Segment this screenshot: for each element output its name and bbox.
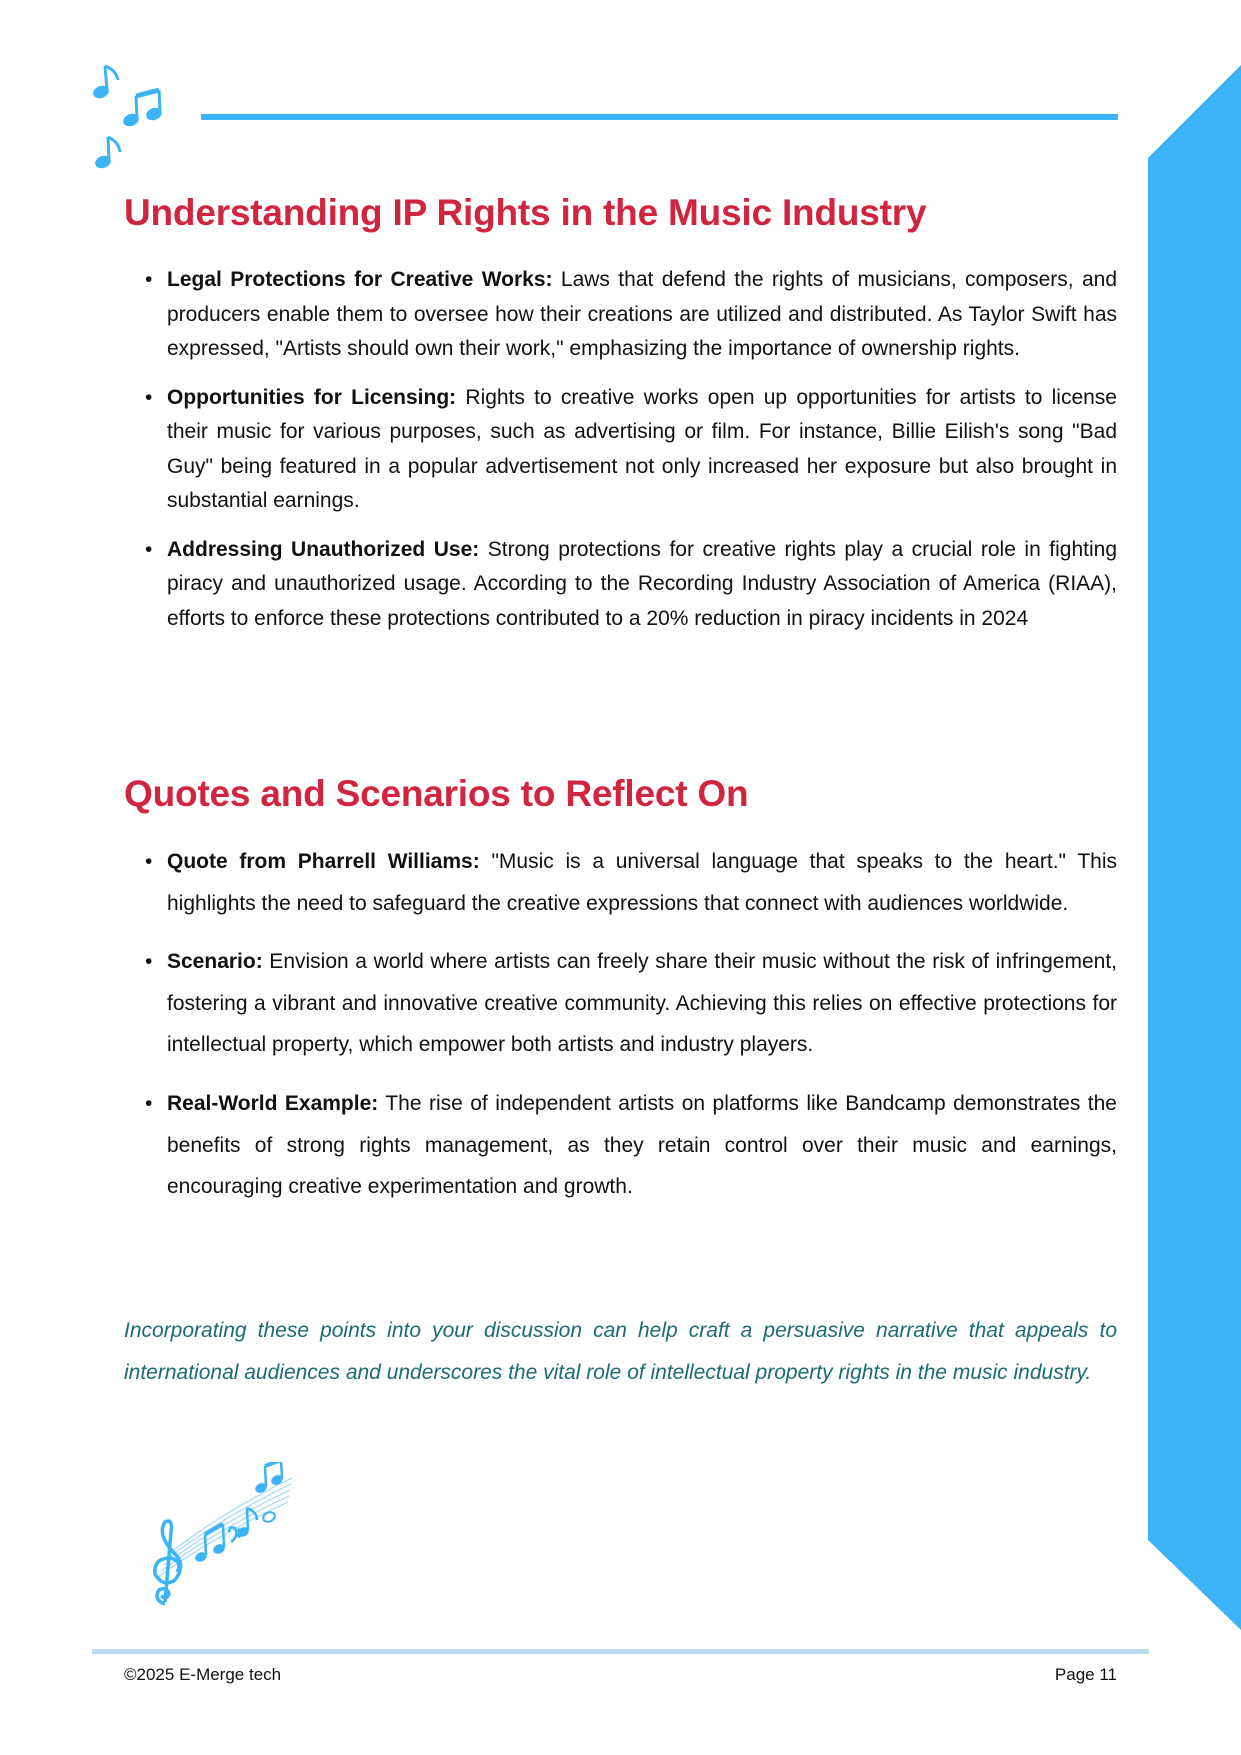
footer-copyright: ©2025 E-Merge tech xyxy=(124,1665,282,1684)
top-accent-rule xyxy=(201,114,1118,120)
item-lead: Legal Protections for Creative Works: xyxy=(167,268,553,291)
footer-rule xyxy=(92,1649,1149,1654)
item-text: Envision a world where artists can freely share their music without the risk of infringement, fostering a vibrant and innovative creative community. Achieving this relies on effective protections for intellectual property, which empower both artists and industry players. xyxy=(167,950,1117,1057)
item-lead: Scenario: xyxy=(167,950,263,974)
closing-paragraph: Incorporating these points into your discussion can help craft a persuasive narrative that appeals to international audiences and underscores the vital role of intellectual property rights in the music industry. xyxy=(124,1319,1117,1384)
section-heading: Understanding IP Rights in the Music Industry xyxy=(124,192,927,233)
item-text: Strong protections for creative rights play a crucial role in fighting piracy and unauthorized usage. According to the Recording Industry Association of America (RIAA), efforts to enforce these protections contributed to a 20% reduction in piracy incidents in 2024 xyxy=(167,537,1117,630)
list-item xyxy=(124,263,1117,367)
list-item xyxy=(124,841,1117,924)
list-item xyxy=(124,533,1117,637)
item-lead: Real-World Example: xyxy=(167,1091,379,1115)
item-lead: Quote from Pharrell Williams: xyxy=(167,850,480,873)
item-text: "Music is a universal language that speaks to the heart." This highlights the need to safeguard the creative expressions that connect with audiences worldwide. xyxy=(167,850,1117,915)
section-heading: Quotes and Scenarios to Reflect On xyxy=(124,773,749,814)
item-text: The rise of independent artists on platforms like Bandcamp demonstrates the benefits of strong rights management, as they retain control over their music and earnings, encouraging creative experimentation and growth. xyxy=(167,1091,1117,1199)
item-text: Rights to creative works open up opportunities for artists to license their music for various purposes, such as advertising or film. For instance, Billie Eilish's song "Bad Guy" being featured in a popular advertisement not only increased her exposure but also brought in substantial earnings. xyxy=(167,385,1117,512)
blue-side-band xyxy=(1148,65,1241,1630)
list-item xyxy=(124,941,1117,1066)
page-number: Page 11 xyxy=(1054,1665,1117,1684)
item-lead: Opportunities for Licensing: xyxy=(167,385,457,409)
list-item xyxy=(124,1083,1117,1208)
item-lead: Addressing Unauthorized Use: xyxy=(167,537,480,561)
item-text: Laws that defend the rights of musicians, composers, and producers enable them to oversee how their creations are utilized and distributed. As Taylor Swift has expressed, "Artists should own their work," emphasizing the importance of ownership rights. xyxy=(167,268,1117,360)
bullet-list xyxy=(124,841,1117,1225)
music-notes-icon xyxy=(92,62,174,174)
list-item xyxy=(124,381,1117,519)
bullet-list xyxy=(124,263,1117,650)
treble-clef-staff-icon xyxy=(143,1462,293,1612)
